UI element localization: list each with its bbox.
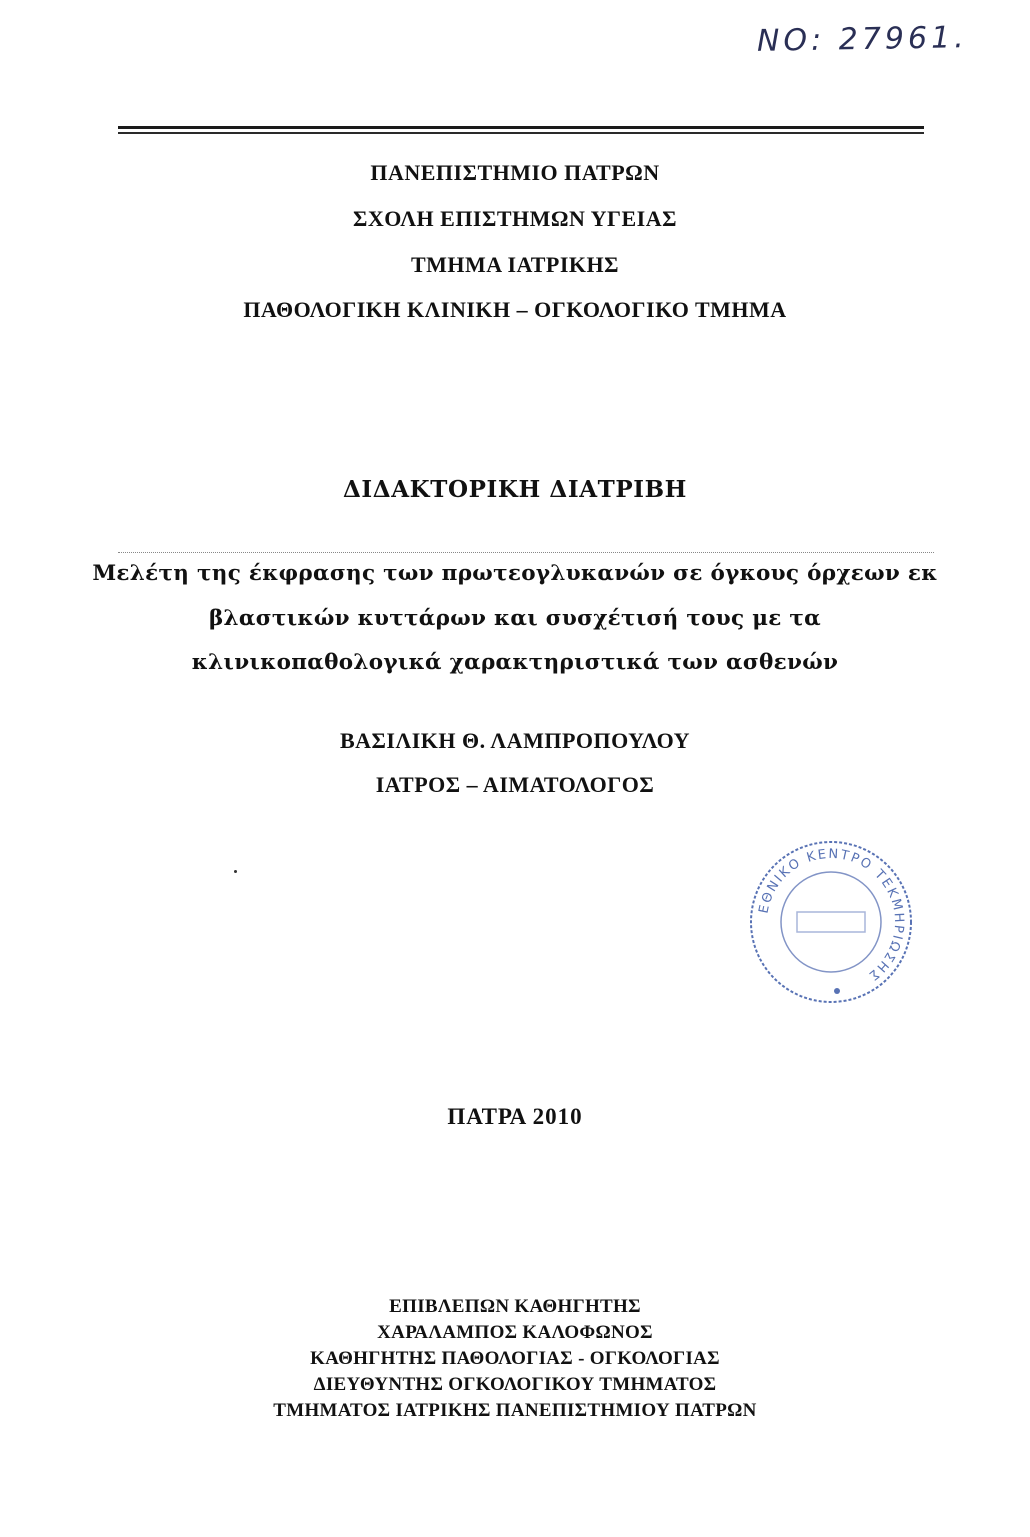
- scan-speck: [234, 870, 237, 873]
- handwritten-accession-number: ΝΟ: 27961.: [757, 20, 969, 59]
- clinic-name: ΠΑΘΟΛΟΓΙΚΗ ΚΛΙΝΙΚΗ – ΟΓΚΟΛΟΓΙΚΟ ΤΜΗΜΑ: [243, 297, 787, 322]
- thesis-title-line-1: Μελέτη της έκφρασης των πρωτεογλυκανών σε όγκους όρχεων εκ: [92, 561, 938, 586]
- school-name: ΣΧΟΛΗ ΕΠΙΣΤΗΜΩΝ ΥΓΕΙΑΣ: [352, 206, 678, 231]
- header-rule: [118, 126, 924, 129]
- stamp-date-box: [797, 912, 865, 932]
- university-name: ΠΑΝΕΠΙΣΤΗΜΙΟ ΠΑΤΡΩΝ: [370, 160, 660, 185]
- supervisor-affiliation: ΤΜΗΜΑΤΟΣ ΙΑΤΡΙΚΗΣ ΠΑΝΕΠΙΣΤΗΜΙΟΥ ΠΑΤΡΩΝ: [273, 1400, 757, 1421]
- header-rule-secondary: [118, 132, 924, 134]
- document-type: ΔΙΔΑΚΤΟΡΙΚΗ ΔΙΑΤΡΙΒΗ: [342, 476, 687, 503]
- supervisor-title: ΚΑΘΗΓΗΤΗΣ ΠΑΘΟΛΟΓΙΑΣ - ΟΓΚΟΛΟΓΙΑΣ: [310, 1348, 720, 1369]
- library-stamp: [745, 836, 917, 1008]
- supervisor-role: ΔΙΕΥΘΥΝΤΗΣ ΟΓΚΟΛΟΓΙΚΟΥ ΤΜΗΜΑΤΟΣ: [313, 1374, 717, 1395]
- stamp-outer-ring: [751, 842, 911, 1002]
- stamp-dot: [834, 988, 840, 994]
- supervisor-heading: ΕΠΙΒΛΕΠΩΝ ΚΑΘΗΓΗΤΗΣ: [389, 1296, 641, 1317]
- thesis-title-line-3: κλινικοπαθολογικά χαρακτηριστικά των ασθενών: [191, 650, 839, 675]
- title-divider: [118, 552, 934, 553]
- department-name: ΤΜΗΜΑ ΙΑΤΡΙΚΗΣ: [410, 252, 620, 277]
- thesis-title-line-2: βλαστικών κυττάρων και συσχέτισή τους με τα: [208, 606, 821, 631]
- stamp-ring-text: ΕΘΝΙΚΟ ΚΕΝΤΡΟ ΤΕΚΜΗΡΙΩΣΗΣ: [756, 846, 907, 984]
- stamp-inner-ring: [781, 872, 881, 972]
- place-and-year: ΠΑΤΡΑ 2010: [447, 1104, 583, 1129]
- author-profession: ΙΑΤΡΟΣ – ΑΙΜΑΤΟΛΟΓΟΣ: [375, 772, 655, 797]
- supervisor-name: ΧΑΡΑΛΑΜΠΟΣ ΚΑΛΟΦΩΝΟΣ: [377, 1322, 653, 1343]
- author-name: ΒΑΣΙΛΙΚΗ Θ. ΛΑΜΠΡΟΠΟΥΛΟΥ: [339, 728, 691, 753]
